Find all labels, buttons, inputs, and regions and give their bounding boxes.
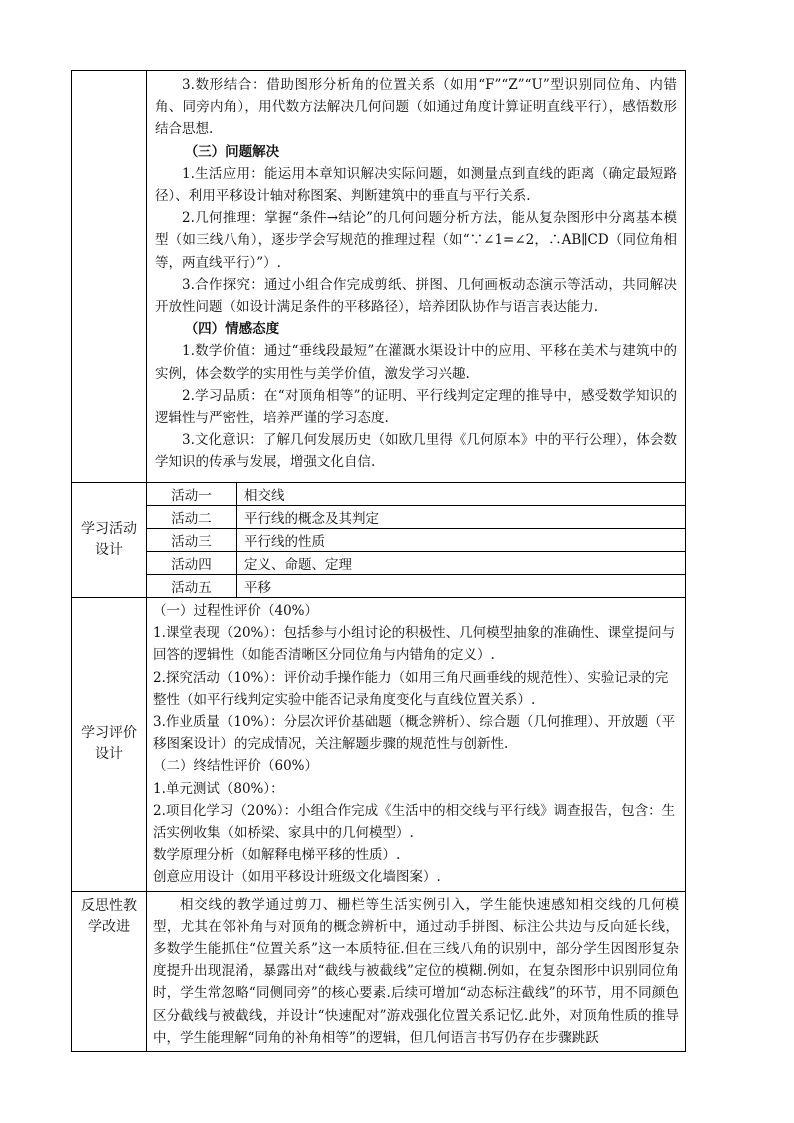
evaluation-line: （一）过程性评价（40%） [153,603,319,619]
activity-title: 平行线的概念及其判定 [237,506,686,529]
evaluation-line: 2.项目化学习（20%）：小组合作完成《生活中的相交线与平行线》调查报告，包含：生活实例收集（如桥梁、家具中的几何模型）. [153,802,676,842]
evaluation-line: 创意应用设计（如用平移设计班级文化墙图案）. [153,869,441,886]
reflection-content [147,891,686,1051]
activity-title: 平移 [237,575,686,598]
activity-title: 平行线的性质 [237,529,686,552]
evaluation-line: 数学原理分析（如解释电梯平移的性质）. [153,847,401,864]
blank-label-cell [72,71,147,483]
objective-paragraph: 3.合作探究：通过小组合作完成剪纸、拼图、几何画板动态演示等活动，共同解决开放性问题（如设计满足条件的平移路径），培养团队协作与语言表达能力. [155,276,678,316]
activity-name: 活动一 [147,483,237,506]
section-heading: （四）情感态度 [184,321,280,338]
evaluation-line: 1.课堂表现（20%）：包括参与小组讨论的积极性、几何模型抽象的准确性、课堂提问与回答的逻辑性（如能否清晰区分同位角与内错角的定义）. [153,625,676,664]
activities-label: 学习活动设计 [72,483,147,598]
activity-title: 相交线 [237,483,686,506]
evaluation-line: 2.探究活动（10%）：评价动手操作能力（如用三角尺画垂线的规范性）、实验记录的完整性（如平行线判定实验中能否记录角度变化与直线位置关系）. [153,669,669,708]
activity-name: 活动二 [147,506,237,529]
evaluation-line: （二）终结性评价（60%） [153,758,319,775]
objectives-content [147,71,686,483]
objective-paragraph: 3.数形结合：借助图形分析角的位置关系（如用“F”“Z”“U”型识别同位角、内错角、同旁内角），用代数方法解决几何问题（如通过角度计算证明直线平行），感悟数形结合思想. [155,77,678,138]
objective-paragraph: 3.文化意识：了解几何发展历史（如欧几里得《几何原本》中的平行公理），体会数学知识的传承与发展，增强文化自信. [155,432,678,471]
objective-paragraph: 1.数学价值：通过“垂线段最短”在灌溉水渠设计中的应用、平移在美术与建筑中的实例，体会数学的实用性与美学价值，激发学习兴趣. [155,343,678,382]
activity-name: 活动三 [147,529,237,552]
activity-name: 活动四 [147,552,237,575]
activity-title: 定义、命题、定理 [237,552,686,575]
reflection-paragraph: 相交线的教学通过剪刀、栅栏等生活实例引入，学生能快速感知相交线的几何模型，尤其在邻补角与对顶角的概念辨析中，通过动手拼图、标注公共边与反向延长线，多数学生能抓住“位置关系”这一本质特征.但在三线八角的识别中，部分学生因图形复杂度提升出现混淆，暴露出对“截线与被截线”定位的模糊.例如，在复杂图形中识别同位角时，学生常忽略“同侧同旁”的核心要素.后续可增加“动态标注截线”的环节，用不同颜色区分截线与被截线，并设计“快速配对”游戏强化位置关系记忆.此外，对顶角性质的推导中，学生能理解“同角的补角相等”的逻辑，但几何语言书写仍存在步骤跳跃 [153,896,680,1046]
objective-paragraph: 2.几何推理：掌握“条件→结论”的几何问题分析方法，能从复杂图形中分离基本模型（如三线八角），逐步学会写规范的推理过程（如“∵∠1=∠2，∴AB∥CD（同位角相等，两直线平行）”）. [155,210,678,271]
lesson-plan-table [71,70,685,1052]
evaluation-line: 1.单元测试（80%）： [153,780,284,797]
objective-paragraph: 1.生活应用：能运用本章知识解决实际问题，如测量点到直线的距离（确定最短路径）、利用平移设计轴对称图案、判断建筑中的垂直与平行关系. [155,165,678,205]
evaluation-content [147,598,686,892]
section-heading: （三）问题解决 [184,143,280,160]
evaluation-label: 学习评价设计 [72,598,147,892]
objective-paragraph: 2.学习品质：在“对顶角相等”的证明、平行线判定定理的推导中，感受数学知识的逻辑性与严密性，培养严谨的学习态度. [155,387,678,427]
reflection-label: 反思性教学改进 [72,891,147,1051]
activity-name: 活动五 [147,575,237,598]
evaluation-line: 3.作业质量（10%）：分层次评价基础题（概念辨析）、综合题（几何推理）、开放题（平移图案设计）的完成情况，关注解题步骤的规范性与创新性. [153,714,676,753]
